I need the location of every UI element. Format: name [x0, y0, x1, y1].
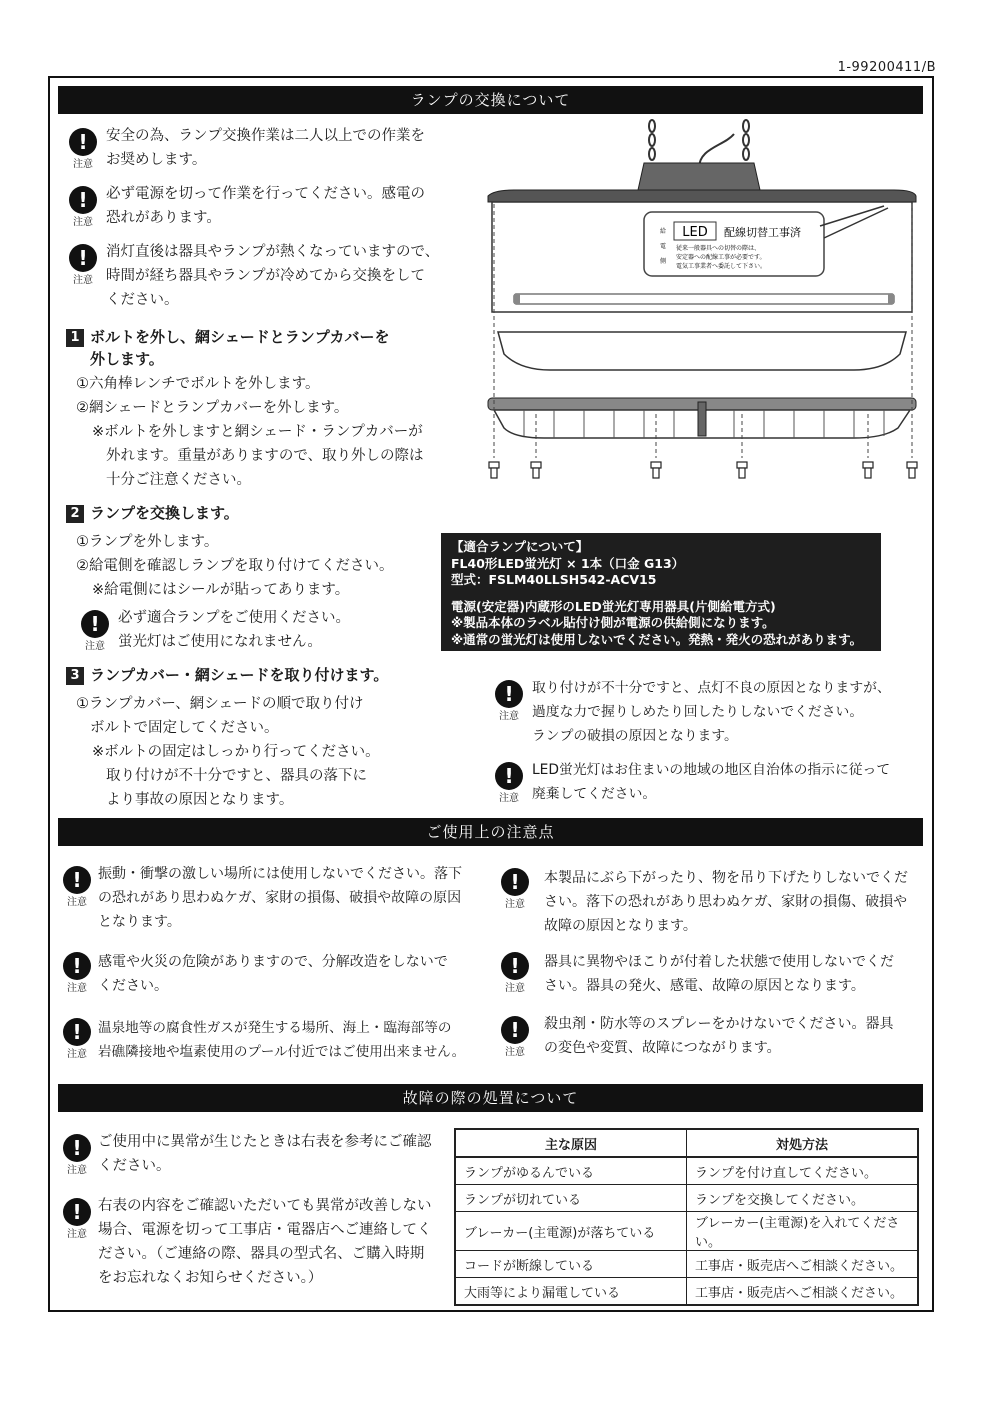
warning-icon: ! 注意 [60, 1198, 94, 1242]
svg-text:従来一般器具への切替の際は、: 従来一般器具への切替の際は、 [676, 245, 761, 252]
warning-icon: ! 注意 [60, 1134, 94, 1178]
svg-text:電気工事業者へ委託して下さい。: 電気工事業者へ委託して下さい。 [676, 263, 767, 270]
svg-text:電: 電 [660, 243, 667, 250]
svg-text:給: 給 [660, 228, 667, 235]
table-row: コードが断線している 工事店・販売店へご相談ください。 [455, 1251, 918, 1278]
step-2-title: 2 ランプを交換します。 [66, 502, 239, 524]
step-3-instructions: ①ランプカバー、網シェードの順で取り付け ボルトで固定してください。 ※ボルトの固定はしっかり行ってください。 取り付けが不十分ですと、器具の落下に より事故の原因となります。 [76, 696, 380, 808]
warning-text: 殺虫剤・防水等のスプレーをかけないでください。器具 の変色や変質、故障につながります。 [544, 1016, 894, 1056]
step-3-title: 3 ランプカバー・網シェードを取り付けます。 [66, 664, 388, 686]
svg-text:LED: LED [682, 225, 708, 240]
warning-icon: ! 注意 [66, 244, 100, 288]
svg-text:側: 側 [660, 258, 667, 265]
section-header-usage: ご使用上の注意点 [58, 818, 923, 846]
warning-icon: ! 注意 [492, 762, 526, 806]
column-header-cause: 主な原因 [455, 1129, 687, 1157]
column-header-remedy: 対処方法 [687, 1129, 919, 1157]
table-row: ランプが切れている ランプを交換してください。 [455, 1185, 918, 1212]
table-row: 大雨等により漏電している 工事店・販売店へご相談ください。 [455, 1278, 918, 1306]
section-header-trouble: 故障の際の処置について [58, 1084, 923, 1112]
warning-text: 温泉地等の腐食性ガスが発生する場所、海上・臨海部等の 岩礁隣接地や塩素使用のプール付近ではご使用出来ません。 [98, 1020, 466, 1060]
warning-text: ご使用中に異常が生じたときは右表を参考にご確認 ください。 [98, 1134, 432, 1174]
fixture-canopy [638, 163, 760, 190]
warning-icon: ! 注意 [66, 186, 100, 230]
warning-icon: ! 注意 [498, 1016, 532, 1060]
svg-text:配線切替工事済: 配線切替工事済 [724, 226, 801, 239]
document-number: 1-99200411/B [837, 60, 936, 75]
warning-text: 安全の為、ランプ交換作業は二人以上での作業を お奨めします。 [106, 128, 425, 168]
troubleshooting-table [454, 1128, 919, 1306]
warning-icon: ! 注意 [498, 952, 532, 996]
warning-text: LED蛍光灯はお住まいの地域の地区自治体の指示に従って 廃棄してください。 [532, 762, 891, 802]
warning-text: 右表の内容をご確認いただいても異常が改善しない 場合、電源を切って工事店・電器店へご連絡してく ださい。（ご連絡の際、器具の型式名、ご購入時期 をお忘れなくお知らせください。） [98, 1198, 432, 1286]
section-header-lamp-replace: ランプの交換について [58, 86, 923, 114]
warning-icon: ! 注意 [60, 1018, 94, 1062]
table-header-row [455, 1129, 918, 1157]
step-2-instructions: ①ランプを外します。 ②給電側を確認しランプを取り付けてください。 ※給電側にはシールが貼ってあります。 [76, 534, 394, 598]
warning-icon: ! 注意 [66, 128, 100, 172]
step-1-title: 1 ボルトを外し、網シェードとランプカバーを 外します。 [66, 326, 390, 370]
fixture-diagram [484, 118, 924, 488]
mesh-shade [488, 398, 916, 438]
warning-text: 器具に異物やほこりが付着した状態で使用しないでくだ さい。器具の発火、感電、故障の原因となります。 [544, 954, 894, 994]
compatible-lamp-box: 【適合ランプについて】 FL40形LED蛍光灯 × 1本（口金 G13） 型式：FSLM40LLSH542-ACV15 電源(安定器)内蔵形のLED蛍光灯専用器具(片側給電方式) ※製品本体のラベル貼付け側が電源の供給側になります。 ※通常の蛍光灯は使用しないでください。発熱・発火の恐れがあります。 [441, 533, 881, 651]
table-row: ブレーカー(主電源)が落ちている ブレーカー(主電源)を入れてください。 [455, 1212, 918, 1251]
table-row: ランプがゆるんでいる ランプを付け直してください。 [455, 1157, 918, 1185]
warning-text: 必ず電源を切って作業を行ってください。感電の 恐れがあります。 [106, 186, 425, 226]
svg-text:安定器への配線工事が必要です。: 安定器への配線工事が必要です。 [676, 254, 766, 261]
warning-text: 本製品にぶら下がったり、物を吊り下げたりしないでくだ さい。落下の恐れがあり思わぬケガ、家財の損傷、破損や 故障の原因となります。 [544, 870, 908, 934]
warning-text: 振動・衝撃の激しい場所には使用しないでください。落下 の恐れがあり思わぬケガ、家財の損傷、破損や故障の原因 となります。 [98, 866, 462, 930]
warning-icon: ! 注意 [60, 952, 94, 996]
bolts [489, 462, 917, 478]
warning-icon: ! 注意 [78, 610, 112, 654]
warning-icon: ! 注意 [60, 866, 94, 910]
warning-text: 取り付けが不十分ですと、点灯不良の原因となりますが、 過度な力で握りしめたり回したりしないでください。 ランプの破損の原因となります。 [532, 680, 891, 744]
hanging-chain [649, 120, 749, 168]
step-2-warning-text: 必ず適合ランプをご使用ください。 蛍光灯はご使用になれません。 [118, 610, 350, 650]
warning-text: 感電や火災の危険がありますので、分解改造をしないで ください。 [98, 954, 448, 994]
step-1-instructions: ①六角棒レンチでボルトを外します。 ②網シェードとランプカバーを外します。 ※ボルトを外しますと網シェード・ランプカバーが 外れます。重量がありますので、取り外しの際は 十分ご注意ください。 [76, 376, 424, 488]
warning-text: 消灯直後は器具やランプが熱くなっていますので、 時間が経ち器具やランプが冷めてから交換をして ください。 [106, 244, 440, 308]
warning-icon: ! 注意 [492, 680, 526, 724]
led-tube [514, 294, 894, 304]
warning-icon: ! 注意 [498, 868, 532, 912]
lamp-cover [498, 332, 906, 370]
